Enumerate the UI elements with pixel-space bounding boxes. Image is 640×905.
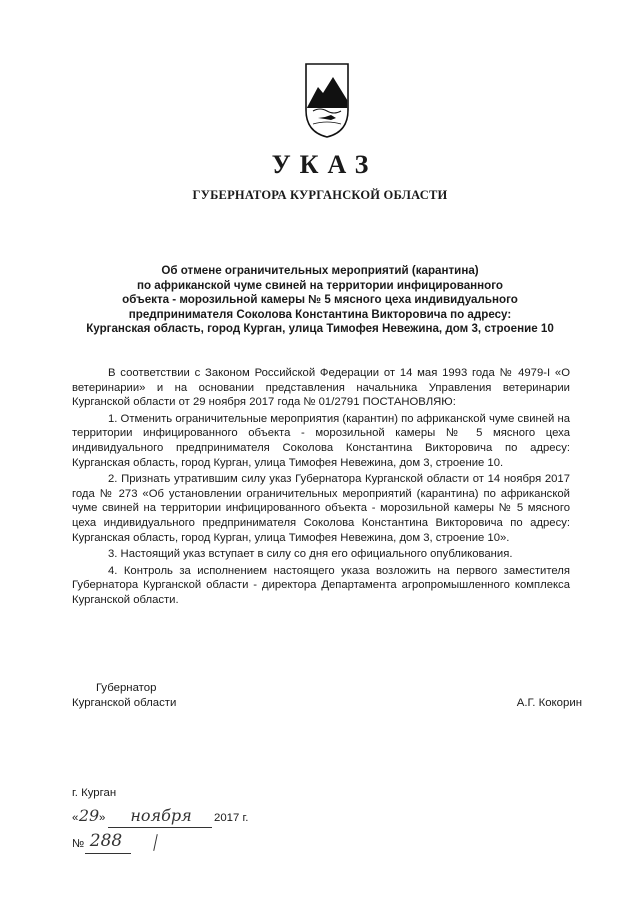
handwritten-number: 288	[89, 831, 123, 851]
position-line-2: Курганской области	[72, 697, 177, 709]
quote-open: «	[72, 812, 79, 824]
heading-line: Об отмене ограничительных мероприятий (карантина)	[161, 264, 479, 277]
decree-issuer: ГУБЕРНАТОРА КУРГАНСКОЙ ОБЛАСТИ	[192, 188, 448, 202]
coat-of-arms-icon	[304, 62, 350, 138]
quote-close: »	[99, 812, 106, 824]
pen-stroke	[153, 834, 158, 851]
decree-title: УКАЗ	[271, 150, 378, 179]
number-underline	[85, 853, 131, 854]
signatory-position	[72, 681, 176, 711]
clause-2: 2. Признать утратившим силу указ Губернатора Курганской области от 14 ноября 2017 года № 273 «Об установлении ограничительных мероприятий (карантина) по африканской чуме свиней на территории инфицированного объекта - морозильной камеры № 5 мясного цеха индивидуального предпринимателя Соколова Константина Викторовича по адресу: Курганская область, город Курган, улица Тимофея Невежина, дом 3, строение 10».	[72, 473, 570, 544]
heading-line: Курганская область, город Курган, улица Тимофея Невежина, дом 3, строение 10	[86, 322, 554, 335]
date-of-signing	[72, 806, 272, 830]
signatory-name: А.Г. Кокорин	[516, 697, 582, 709]
clause-1: 1. Отменить ограничительные мероприятия (карантин) по африканской чуме свиней на территории инфицированного объекта - морозильной камеры № 5 мясного цеха индивидуального предпринимателя Соколова Константина Викторовича по адресу: Курганская область, город Курган, улица Тимофея Невежина, дом 3, строение 10.	[72, 412, 571, 469]
number-sign: №	[72, 838, 85, 850]
decree-body	[72, 366, 570, 608]
heading-line: по африканской чуме свиней на территории инфицированного	[136, 278, 503, 292]
heading-line: объекта - морозильной камеры № 5 мясного цеха индивидуального	[122, 293, 518, 306]
heading-line: предпринимателя Соколова Константина Викторовича по адресу:	[128, 307, 512, 321]
year: 2017 г.	[214, 812, 249, 824]
preamble-paragraph: В соответствии с Законом Российской Федерации от 14 мая 1993 года № 4979-I «О ветеринарии» и на основании представления начальника Управления ветеринарии Курганской области от 29 ноября 2017 года № 01/2791 ПОСТАНОВЛЯЮ:	[72, 367, 570, 409]
handwritten-day: 29	[78, 806, 100, 825]
date-underline	[108, 827, 212, 828]
decree-heading	[60, 264, 580, 337]
handwritten-month: ноября	[130, 806, 192, 825]
position-line-1: Губернатор	[96, 682, 157, 694]
clause-4: 4. Контроль за исполнением настоящего указа возложить на первого заместителя Губернатора Курганской области - директора Департамента агропромышленного комплекса Курганской области.	[72, 564, 570, 606]
place-of-signing: г. Курган	[72, 787, 117, 799]
clause-3: 3. Настоящий указ вступает в силу со дня его официального опубликования.	[108, 548, 513, 561]
decree-number	[72, 832, 192, 856]
